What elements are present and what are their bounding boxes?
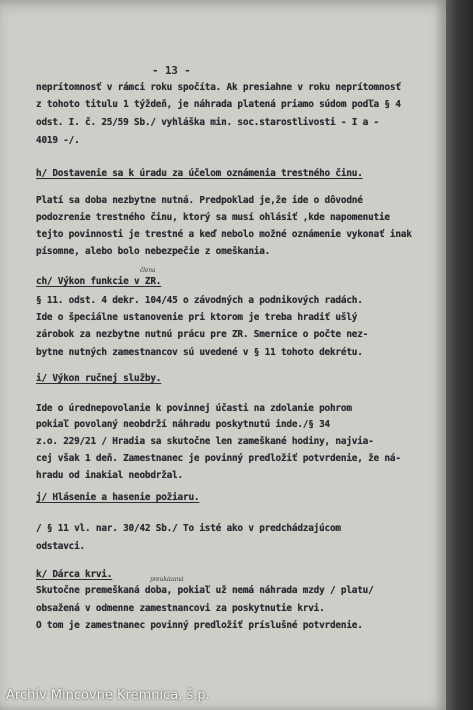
text-line: § 11. odst. 4 dekr. 104/45 o závodných a podnikových radách. [36, 295, 363, 306]
section-heading: j/ Hlásenie a hasenie požiaru. [36, 492, 200, 503]
text-line: Ide o špeciálne ustanovenie pri ktorom je treba hradiť ušlý [36, 312, 358, 323]
section-heading: i/ Výkon ručnej služby. [36, 373, 162, 384]
text-line: 4019 -/. [36, 135, 80, 146]
archive-watermark: Archív Mincovne Kremnica, š.p. [6, 688, 210, 703]
text-line: neprítomnosť v rámci roku spočíta. Ak presiahne v roku neprítomnosť [36, 82, 401, 93]
text-line: z.o. 229/21 / Hradia sa skutočne len zameškané hodiny, najvia- [36, 436, 374, 447]
text-line: písomne, alebo bolo nebezpečie z omeškania. [36, 246, 271, 257]
text-line: Ide o úrednepovolanie k povinnej účasti na zdolanie pohrom [36, 403, 352, 414]
handwritten-annotation: člena [140, 267, 156, 274]
text-line: hradu od inakial neobdržal. [36, 470, 183, 481]
text-line: z tohoto titulu 1 týždeň, je náhrada platená priamo súdom podľa § 4 [36, 99, 401, 110]
text-line: Platí sa doba nezbytne nutná. Predpoklad je,že ide o dôvodné [36, 195, 363, 206]
text-line: tejto povinnosti je trestné a keď nebolo možné oznámenie vykonať inak [36, 229, 412, 240]
text-line: O tom je zamestnanec povinný predložiť príslušné potvrdenie. [36, 620, 363, 631]
section-heading: k/ Dárca krvi. [36, 569, 113, 580]
section-heading: ch/ Výkon funkcie v ZR. [36, 276, 162, 287]
text-line: zárobok za nezbytne nutnú prácu pre ZR. Smernice o počte nez- [36, 329, 369, 340]
text-line: odst. I. č. 25/59 Sb./ vyhláška min. soc.starostlivosti - I a - [36, 117, 379, 128]
text-line: odstavci. [36, 541, 85, 552]
section-heading: h/ Dostavenie sa k úradu za účelom oznámenia trestného činu. [36, 168, 363, 179]
text-line: pokiaľ povolaný neobdrží náhradu poskytnutú inde./§ 34 [36, 419, 330, 430]
text-line: bytne nutných zamestnancov sú uvedené v § 11 tohoto dekrétu. [36, 347, 363, 358]
text-line: Skutočne premeškaná doba, pokiaľ už nemá náhrada mzdy / platu/ [36, 585, 374, 596]
text-line: obsažená v odmenne zamestnancovi za poskytnutie krvi. [36, 603, 325, 614]
text-line: cej však 1 deň. Zamestnanec je povinný predložiť potvrdenie, že ná- [36, 453, 401, 464]
page-edge [446, 0, 473, 710]
handwritten-annotation: preukázaná [150, 576, 184, 583]
text-line: podozrenie trestného činu, ktorý sa musí ohlásiť ,kde napomenutie [36, 212, 390, 223]
text-line: / § 11 vl. nar. 30/42 Sb./ To isté ako v predchádzajúcom [36, 523, 341, 534]
page-number: - 13 - [152, 64, 191, 77]
